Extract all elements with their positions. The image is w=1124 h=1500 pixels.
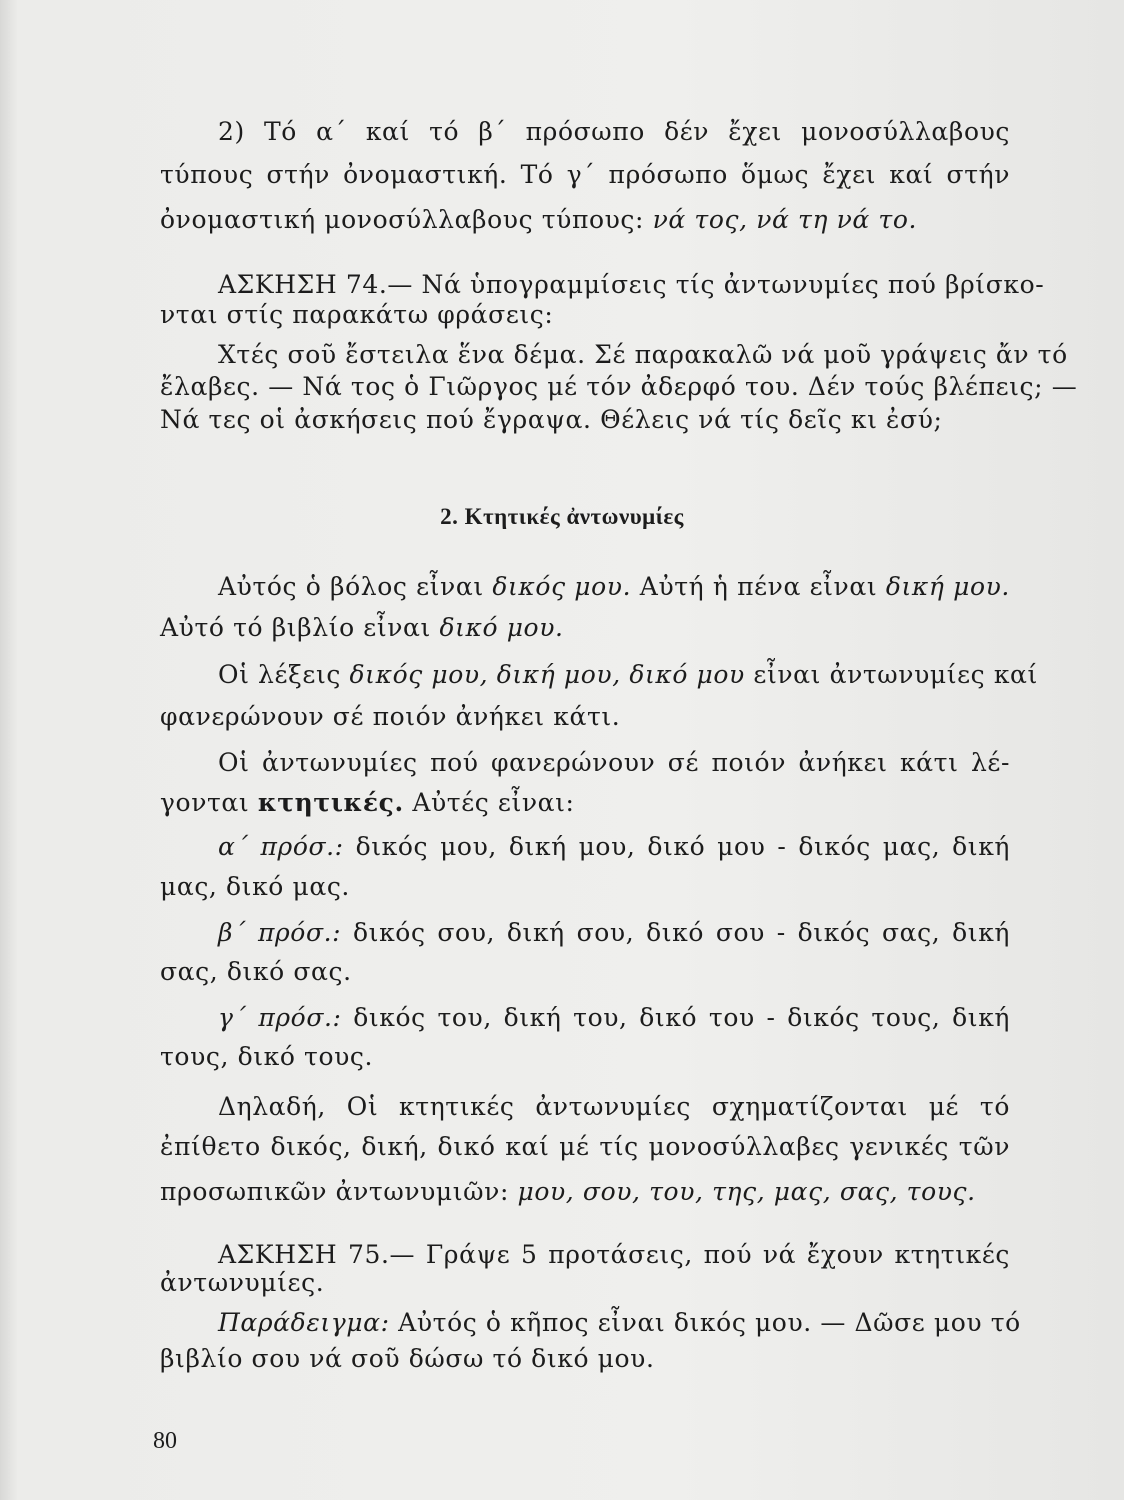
example-line: Παράδειγμα: Αὐτός ὁ κῆπος εἶναι δικός μου. — Δῶσε μου τό	[218, 1308, 1021, 1337]
text-line: 2) Τό α΄ καί τό β΄ πρόσωπο δέν ἔχει μονοσύλλαβους	[218, 117, 1010, 146]
page-number: 80	[153, 1428, 177, 1454]
text-line: βιβλίο σου νά σοῦ δώσω τό δικό μου.	[160, 1344, 655, 1373]
exercise-75-title: ΑΣΚΗΣΗ 75.— Γράψε 5 προτάσεις, πού νά ἔχουν κτητικές	[218, 1240, 1010, 1269]
text-line: ἐπίθετο δικός, δική, δικό καί μέ τίς μονοσύλλαβες γενικές τῶν	[160, 1132, 1010, 1161]
first-person-forms: α΄ πρόσ.: δικός μου, δική μου, δικό μου - δικός μας, δική	[218, 832, 1011, 861]
text-line: Οἱ ἀντωνυμίες πού φανερώνουν σέ ποιόν ἀνήκει κάτι λέ-	[218, 748, 1010, 777]
text-line: Δηλαδή, Οἱ κτητικές ἀντωνυμίες σχηματίζονται μέ τό	[218, 1092, 1010, 1121]
exercise-74-title: ΑΣΚΗΣΗ 74.— Νά ὑπογραμμίσεις τίς ἀντωνυμίες πού βρίσκο-	[218, 270, 1045, 299]
text-line: προσωπικῶν ἀντωνυμιῶν: μου, σου, του, της, μας, σας, τους.	[160, 1177, 976, 1206]
text-line: Χτές σοῦ ἔστειλα ἕνα δέμα. Σέ παρακαλῶ νά μοῦ γράψεις ἄν τό	[218, 340, 1068, 369]
section-heading: 2. Κτητικές ἀντωνυμίες	[440, 504, 684, 529]
text-line: νται στίς παρακάτω φράσεις:	[160, 300, 554, 329]
text-line: Οἱ λέξεις δικός μου, δική μου, δικό μου εἶναι ἀντωνυμίες καί	[218, 660, 1038, 689]
text-line: σας, δικό σας.	[160, 957, 352, 986]
text-line: Νά τες οἱ ἀσκήσεις πού ἔγραψα. Θέλεις νά τίς δεῖς κι ἐσύ;	[160, 405, 943, 434]
text-line: ἔλαβες. — Νά τος ὁ Γιῶργος μέ τόν ἀδερφό του. Δέν τούς βλέπεις; —	[160, 372, 1078, 401]
text-line: Αὐτό τό βιβλίο εἶναι δικό μου.	[160, 613, 564, 642]
text-line: ἀντωνυμίες.	[160, 1268, 325, 1297]
text-line: μας, δικό μας.	[160, 872, 350, 901]
text-line: γονται κτητικές. Αὐτές εἶναι:	[160, 788, 575, 817]
text-line: τους, δικό τους.	[160, 1042, 374, 1071]
text-line: ὀνομαστική μονοσύλλαβους τύπους: νά τος, νά τη νά το.	[160, 205, 918, 234]
second-person-forms: β΄ πρόσ.: δικός σου, δική σου, δικό σου - δικός σας, δική	[218, 918, 1010, 947]
third-person-forms: γ΄ πρόσ.: δικός του, δική του, δικό του - δικός τους, δική	[218, 1003, 1011, 1032]
text-line: τύπους στήν ὀνομαστική. Τό γ΄ πρόσωπο ὅμως ἔχει καί στήν	[160, 160, 1010, 189]
text-line: φανερώνουν σέ ποιόν ἀνήκει κάτι.	[160, 702, 621, 731]
text-line: Αὐτός ὁ βόλος εἶναι δικός μου. Αὐτή ἡ πένα εἶναι δική μου.	[218, 572, 1010, 601]
